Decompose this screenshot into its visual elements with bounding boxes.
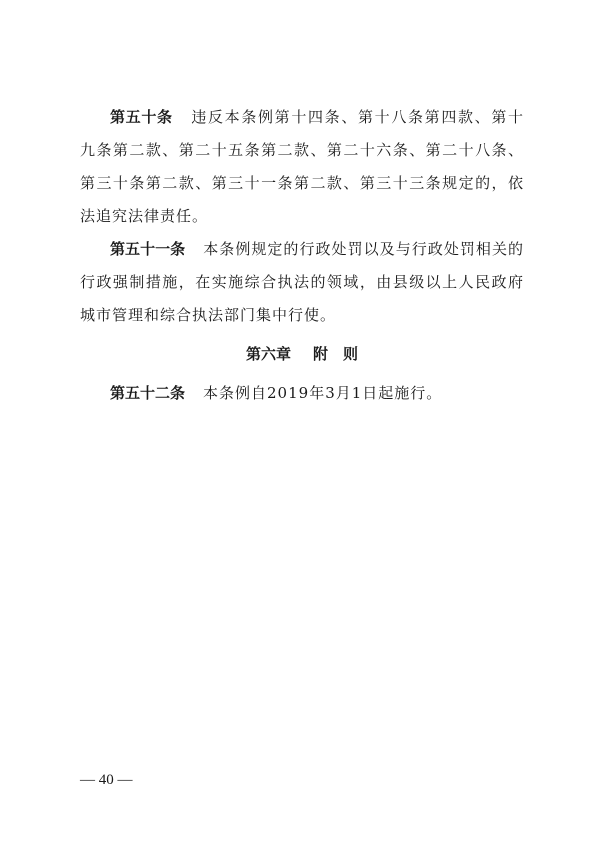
article-heading: 第五十二条 <box>110 384 186 402</box>
page-number: — 40 — <box>80 772 133 788</box>
article-51 <box>80 233 524 332</box>
chapter-number: 第六章 <box>245 345 291 363</box>
article-heading: 第五十一条 <box>110 240 186 258</box>
article-52 <box>80 377 524 410</box>
article-50 <box>80 101 524 233</box>
chapter-title: 附 则 <box>313 345 359 363</box>
chapter-heading <box>80 338 524 371</box>
article-text: 本条例规定的行政处罚以及与行政处罚相关的行政强制措施，在实施综合执法的领域，由县级以上人民政府城市管理和综合执法部门集中行使。 <box>80 240 524 324</box>
article-text: 本条例自2019年3月1日起施行。 <box>203 384 443 402</box>
article-text: 违反本条例第十四条、第十八条第四款、第十九条第二款、第二十五条第二款、第二十六条、第二十八条、第三十条第二款、第三十一条第二款、第三十三条规定的，依法追究法律责任。 <box>80 108 524 225</box>
article-heading: 第五十条 <box>110 108 173 126</box>
document-body <box>80 101 524 410</box>
